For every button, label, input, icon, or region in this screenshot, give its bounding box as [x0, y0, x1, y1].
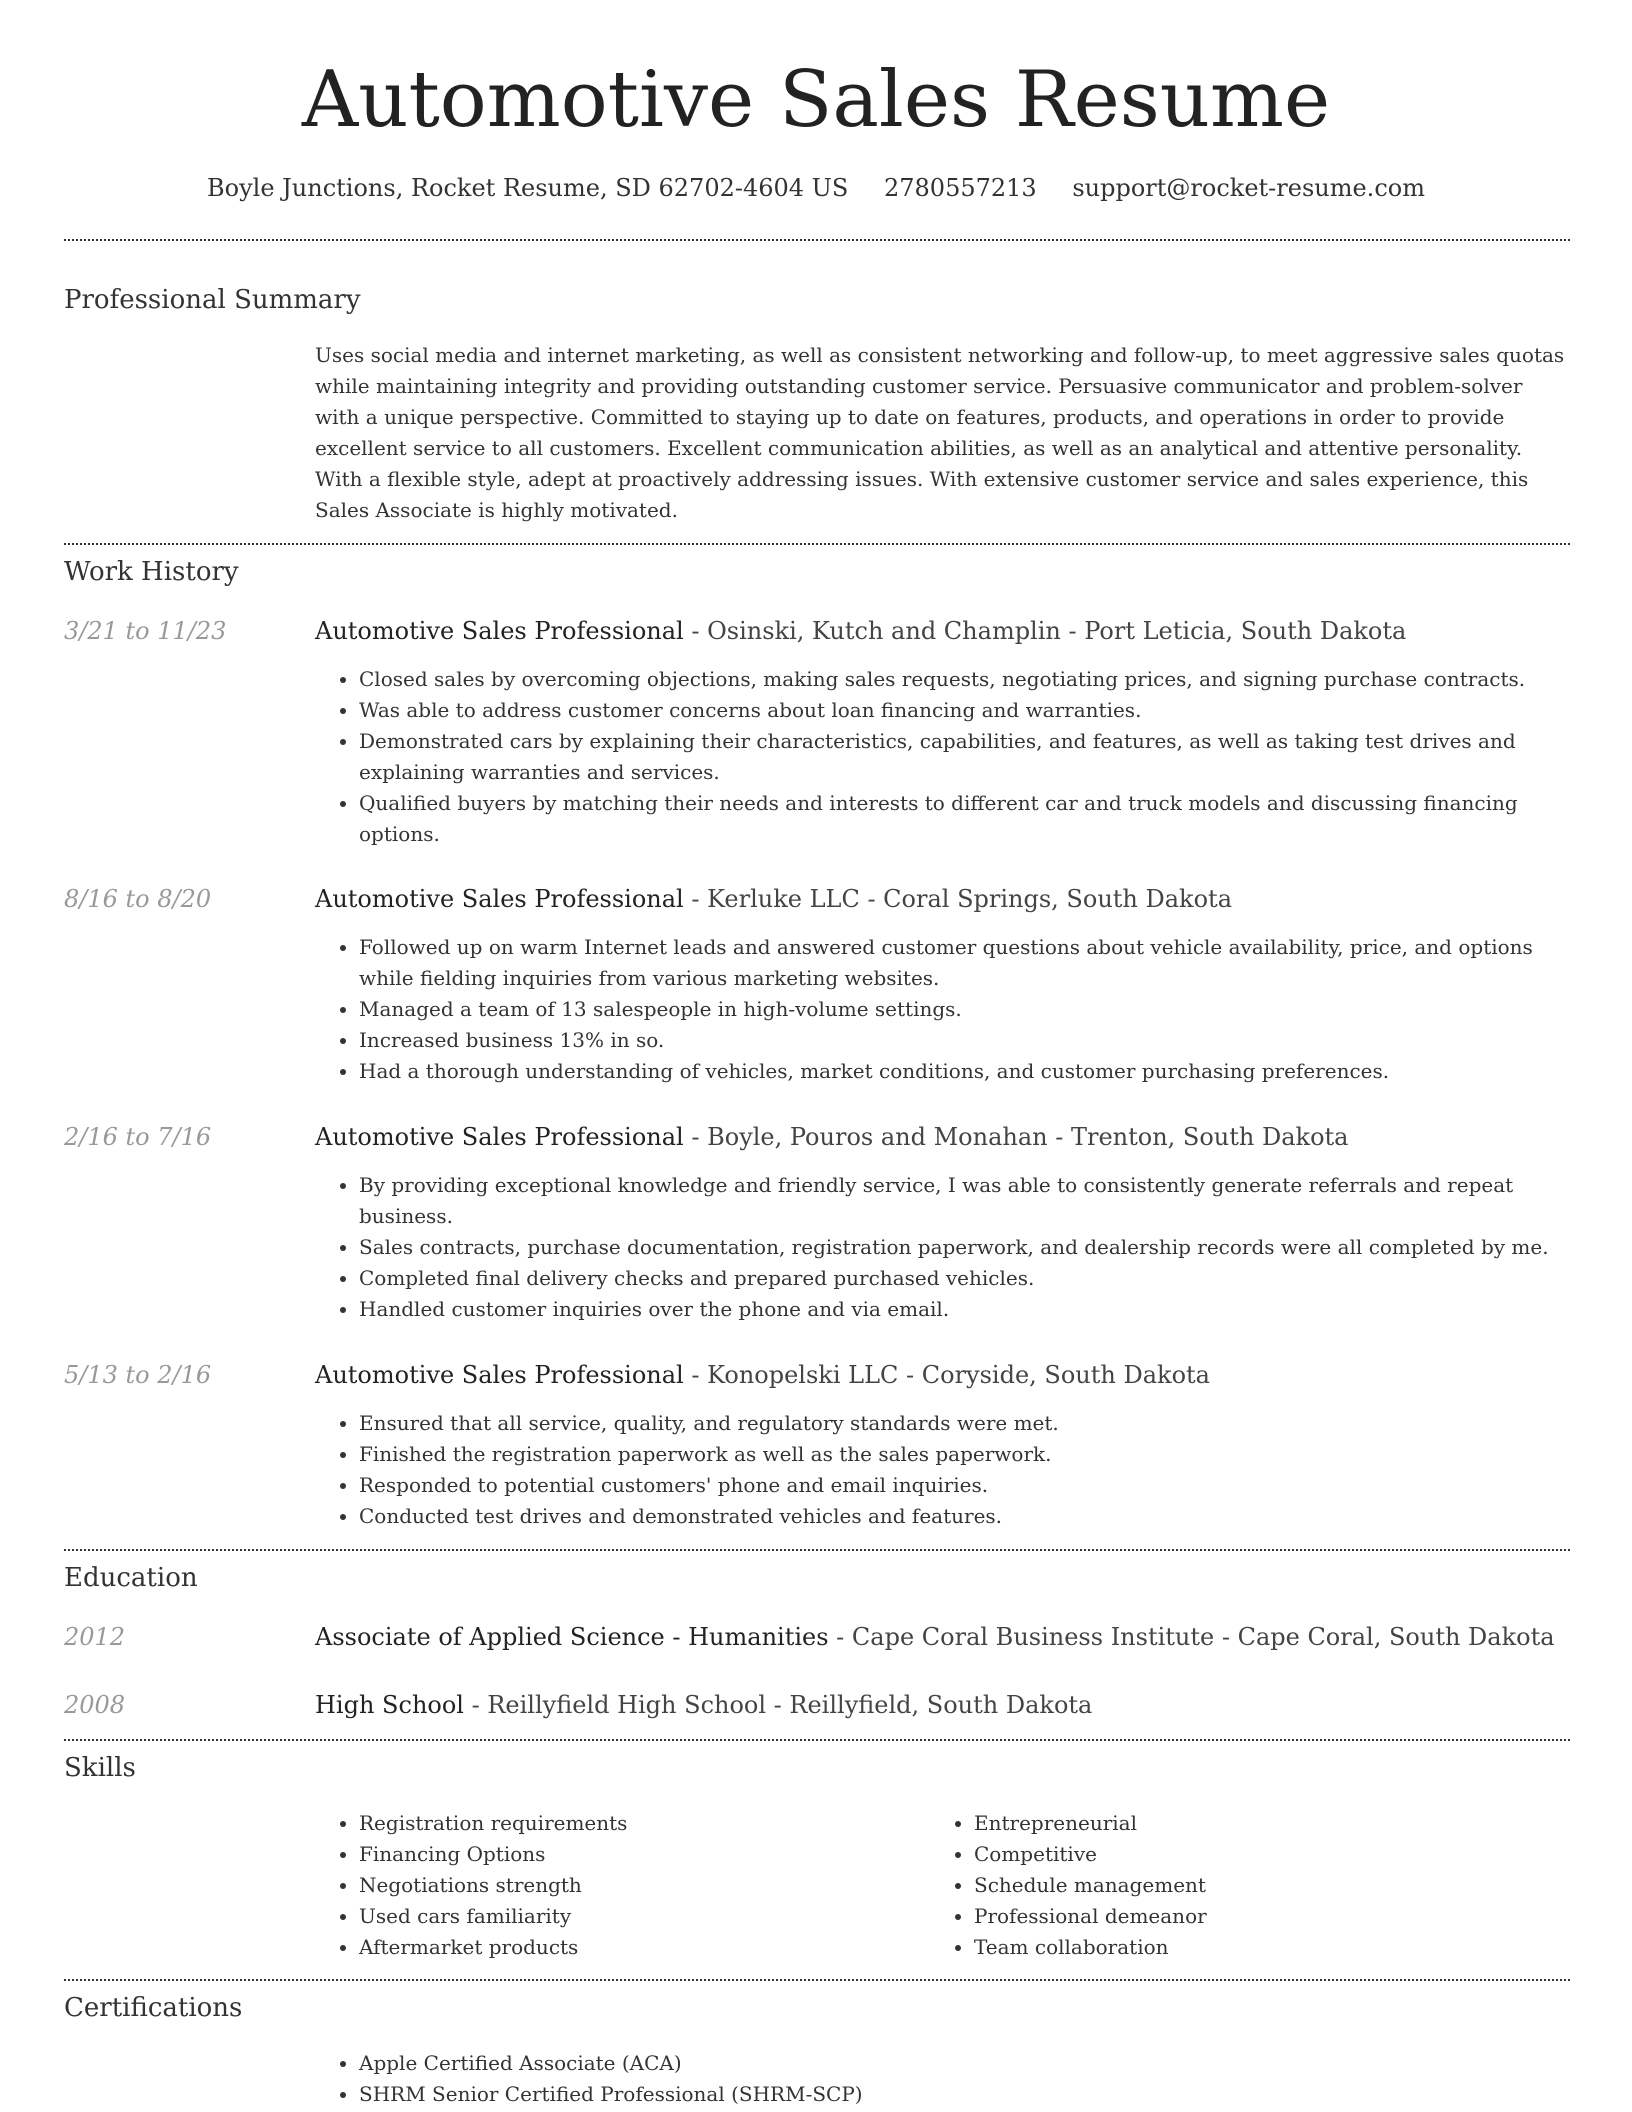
- section-divider: [64, 1549, 1570, 1551]
- job-duty: • Ensured that all service, quality, and regulatory standards were met.: [359, 1408, 1589, 1439]
- education-degree: High School: [315, 1691, 464, 1719]
- skill-item: • Competitive: [974, 1839, 1534, 1870]
- job-duty: • Responded to potential customers' phone and email inquiries.: [359, 1470, 1589, 1501]
- education-entry: [315, 1620, 1570, 1654]
- work-history-heading: Work History: [64, 557, 239, 587]
- job-duty: • Was able to address customer concerns about loan financing and warranties.: [359, 695, 1589, 726]
- skills-heading: Skills: [64, 1753, 136, 1783]
- job-dates: 3/21 to 11/23: [64, 617, 227, 645]
- skill-item: • Negotiations strength: [359, 1870, 919, 1901]
- job-duty: • Demonstrated cars by explaining their characteristics, capabilities, and features, as well as taking test drives and explaining warranties and services.: [359, 726, 1589, 788]
- summary-text: Uses social media and internet marketing, as well as consistent networking and follow-up, to meet aggressive sales quotas while maintaining integrity and providing outstanding customer service. Persuasive communicator and problem-solver with a unique perspective. Committed to staying up to date on features, products, and operations in order to provide excellent service to all customers. Excellent communication abilities, as well as an analytical and attentive personality. With a flexible style, adept at proactively addressing issues. With extensive customer service and sales experience, this Sales Associate is highly motivated.: [315, 343, 1565, 522]
- job-role: Automotive Sales Professional: [315, 1361, 684, 1389]
- contact-email: support@rocket-resume.com: [1072, 174, 1425, 202]
- job-employer: - Boyle, Pouros and Monahan - Trenton, South Dakota: [683, 1123, 1349, 1151]
- skill-item: • Schedule management: [974, 1870, 1534, 1901]
- certification-item: • Apple Certified Associate (ACA): [359, 2048, 1589, 2079]
- skill-item: • Professional demeanor: [974, 1901, 1534, 1932]
- job-title: [315, 882, 1570, 916]
- section-divider: [64, 1979, 1570, 1981]
- education-year: 2008: [64, 1691, 126, 1719]
- job-duty: • Increased business 13% in so.: [359, 1025, 1589, 1056]
- skills-list-left: [315, 1808, 919, 1963]
- education-year: 2012: [64, 1623, 126, 1651]
- certifications-heading: Certifications: [64, 1993, 243, 2023]
- job-duty: • By providing exceptional knowledge and friendly service, I was able to consistently generate referrals and repeat business.: [359, 1170, 1589, 1232]
- job-role: Automotive Sales Professional: [315, 617, 684, 645]
- job-role: Automotive Sales Professional: [315, 885, 684, 913]
- summary-heading: Professional Summary: [64, 285, 361, 315]
- education-school: - Cape Coral Business Institute - Cape Coral, South Dakota: [828, 1623, 1555, 1651]
- job-dates: 8/16 to 8/20: [64, 885, 212, 913]
- certifications-list: [315, 2048, 1589, 2110]
- job-duties: [315, 1170, 1589, 1325]
- job-duty: • Had a thorough understanding of vehicles, market conditions, and customer purchasing preferences.: [359, 1056, 1589, 1087]
- section-divider: [64, 1739, 1570, 1741]
- job-duties: [315, 932, 1589, 1087]
- skill-item: • Entrepreneurial: [974, 1808, 1534, 1839]
- job-duty: • Closed sales by overcoming objections, making sales requests, negotiating prices, and signing purchase contracts.: [359, 664, 1589, 695]
- contact-line: [0, 168, 1632, 208]
- contact-phone: 2780557213: [884, 174, 1037, 202]
- job-employer: - Kerluke LLC - Coral Springs, South Dakota: [683, 885, 1232, 913]
- skill-item: • Used cars familiarity: [359, 1901, 919, 1932]
- skill-item: • Financing Options: [359, 1839, 919, 1870]
- job-employer: - Konopelski LLC - Coryside, South Dakota: [683, 1361, 1210, 1389]
- certification-item: • SHRM Senior Certified Professional (SHRM-SCP): [359, 2079, 1589, 2110]
- education-degree: Associate of Applied Science - Humanities: [315, 1623, 829, 1651]
- job-duty: • Managed a team of 13 salespeople in high-volume settings.: [359, 994, 1589, 1025]
- job-title: [315, 1358, 1570, 1392]
- education-entry: [315, 1688, 1570, 1722]
- education-heading: Education: [64, 1563, 198, 1593]
- skill-item: • Registration requirements: [359, 1808, 919, 1839]
- skill-item: • Aftermarket products: [359, 1932, 919, 1963]
- job-duties: [315, 664, 1589, 850]
- job-duties: [315, 1408, 1589, 1532]
- education-school: - Reillyfield High School - Reillyfield, South Dakota: [463, 1691, 1093, 1719]
- contact-address: Boyle Junctions, Rocket Resume, SD 62702-4604 US: [207, 174, 849, 202]
- job-duty: • Handled customer inquiries over the phone and via email.: [359, 1294, 1589, 1325]
- job-duty: • Conducted test drives and demonstrated vehicles and features.: [359, 1501, 1589, 1532]
- job-duty: • Sales contracts, purchase documentation, registration paperwork, and dealership records were all completed by me.: [359, 1232, 1589, 1263]
- job-title: [315, 1120, 1570, 1154]
- job-role: Automotive Sales Professional: [315, 1123, 684, 1151]
- resume-title: Automotive Sales Resume: [301, 55, 1331, 145]
- skills-list-right: [930, 1808, 1534, 1963]
- skill-item: • Team collaboration: [974, 1932, 1534, 1963]
- job-duty: • Completed final delivery checks and prepared purchased vehicles.: [359, 1263, 1589, 1294]
- section-divider: [64, 543, 1570, 545]
- job-title: [315, 614, 1570, 648]
- job-dates: 2/16 to 7/16: [64, 1123, 212, 1151]
- job-duty: • Finished the registration paperwork as well as the sales paperwork.: [359, 1439, 1589, 1470]
- job-dates: 5/13 to 2/16: [64, 1361, 212, 1389]
- job-duty: • Followed up on warm Internet leads and answered customer questions about vehicle availability, price, and options while fielding inquiries from various marketing websites.: [359, 932, 1589, 994]
- job-duty: • Qualified buyers by matching their needs and interests to different car and truck models and discussing financing options.: [359, 788, 1589, 850]
- job-employer: - Osinski, Kutch and Champlin - Port Leticia, South Dakota: [683, 617, 1407, 645]
- section-divider: [64, 239, 1570, 241]
